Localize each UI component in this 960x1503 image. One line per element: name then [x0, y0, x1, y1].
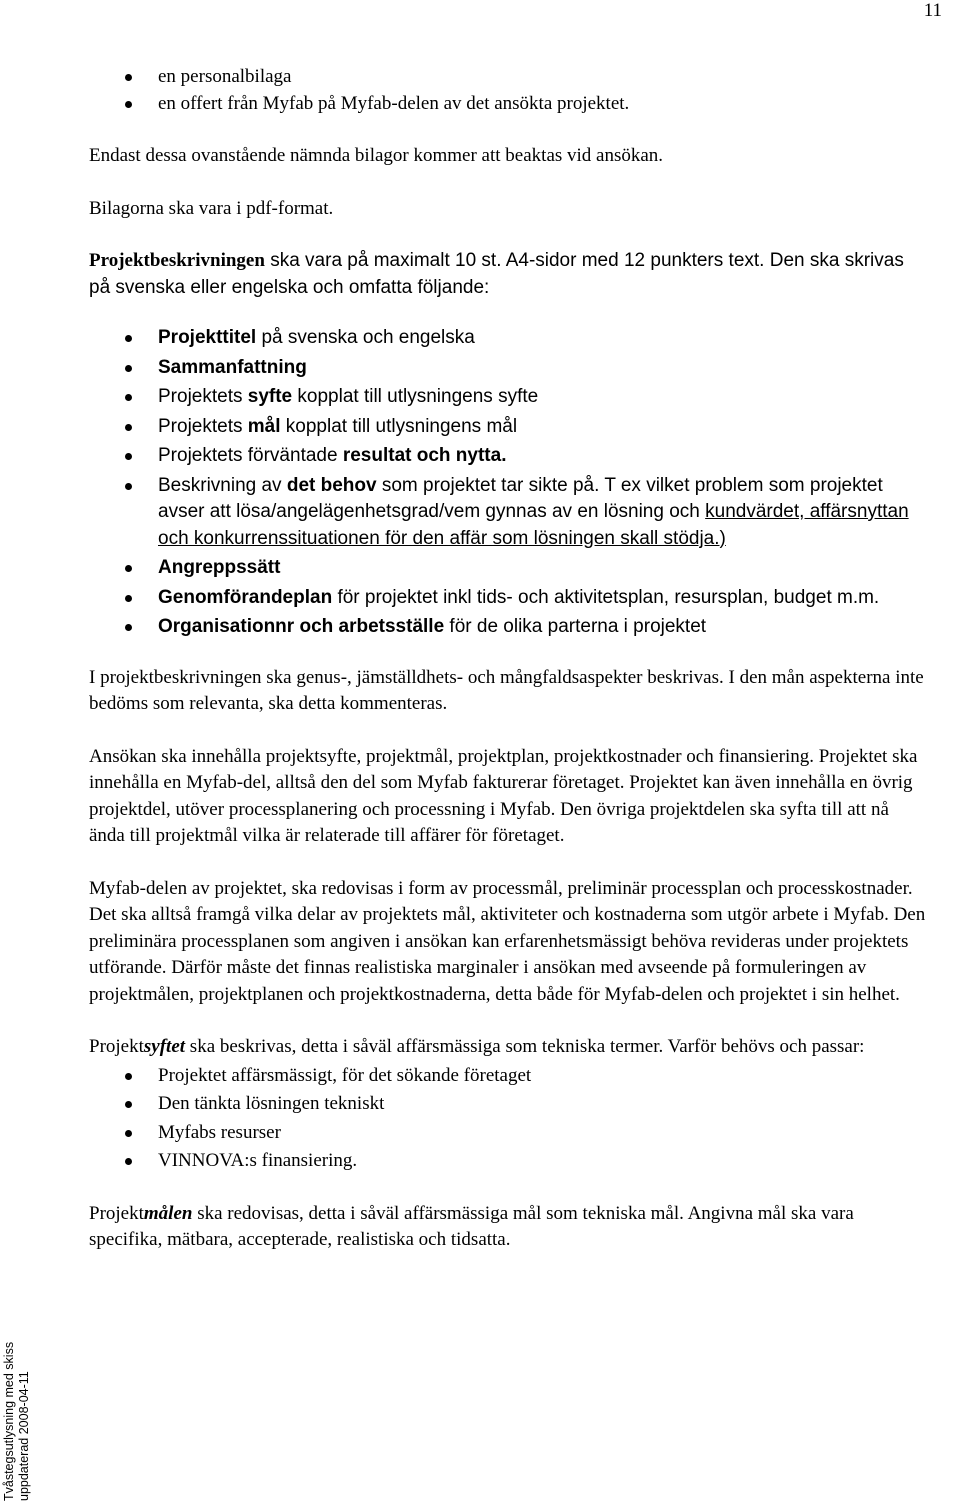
- list-item: Myfabs resurser: [89, 1120, 929, 1147]
- list-item: en offert från Myfab på Myfab-delen av det ansökta projektet.: [89, 91, 929, 118]
- purpose-list: [89, 1063, 929, 1175]
- list-item: [89, 555, 929, 582]
- item-bold: Sammanfattning: [158, 356, 307, 378]
- paragraph-pdf-format: Bilagorna ska vara i pdf-format.: [89, 197, 334, 219]
- list-item: [89, 585, 929, 612]
- list-item: [89, 414, 929, 441]
- item-bold: Projekttitel: [158, 327, 257, 348]
- list-item: VINNOVA:s finansiering.: [89, 1148, 929, 1175]
- paragraph-project-goals: [89, 1201, 929, 1254]
- item-bold: syfte: [247, 386, 293, 407]
- paragraph-gender-aspects: I projektbeskrivningen ska genus-, jämställdhets- och mångfaldsaspekter beskrivas. I den mån aspekterna inte bedöms som relevanta, ska detta kommenteras.: [89, 666, 924, 714]
- item-text: kopplat till utlysningens syfte: [292, 386, 539, 407]
- footer-line-1: Tvåstegsutlysning med skiss: [2, 1341, 16, 1501]
- paragraph-only-attachments: Endast dessa ovanstående nämnda bilagor kommer att beaktas vid ansökan.: [89, 145, 664, 166]
- item-text: kopplat till utlysningens mål: [280, 415, 518, 437]
- document-body: [89, 64, 929, 1254]
- item-text: som projektet tar sikte på. T ex vilket problem som projektet avser att lösa/angelägenhetsgrad/vem gynnas av en lösning och: [158, 474, 883, 522]
- item-bold: det behov: [286, 474, 377, 496]
- item-bold: resultat och nytta.: [342, 445, 507, 466]
- footer-line-2: uppdaterad 2008-04-11: [17, 1371, 31, 1501]
- bold-italic-term: syftet: [143, 1036, 186, 1057]
- list-item: Projektet affärsmässigt, för det sökande företaget: [89, 1063, 929, 1090]
- content-requirements-list: [89, 325, 929, 641]
- item-text: för projektet inkl tids- och aktivitetsplan, resursplan, budget m.m.: [332, 586, 880, 608]
- item-text: Projektets förväntade: [158, 445, 343, 466]
- list-item: Den tänkta lösningen tekniskt: [89, 1091, 929, 1118]
- list-item: [89, 325, 929, 352]
- item-text: för de olika parterna i projektet: [444, 616, 707, 637]
- list-item: [89, 355, 929, 382]
- page-number: 11: [923, 0, 942, 21]
- paragraph-text: Projekt: [89, 1202, 144, 1224]
- side-footer: [2, 1341, 36, 1501]
- bold-italic-term: målen: [143, 1202, 193, 1224]
- list-item: [89, 473, 929, 553]
- item-text: på svenska och engelska: [256, 327, 475, 348]
- paragraph-project-description: [89, 248, 929, 301]
- paragraph-project-purpose: [89, 1034, 929, 1061]
- item-text: Projektets: [158, 386, 248, 407]
- paragraph-text: ska vara på maximalt 10 st. A4-sidor med 12 punkters text. Den ska skrivas på svenska eller engelska och omfatta följande:: [89, 250, 904, 298]
- bold-lead: Projektbeskrivningen: [89, 250, 265, 271]
- item-text: Beskrivning av: [158, 474, 287, 496]
- paragraph-application-content: Ansökan ska innehålla projektsyfte, projektmål, projektplan, projektkostnader och finansiering. Projektet ska innehålla en Myfab-del, alltså den del som Myfab fakturerar företaget. Projektet kan även innehålla en övrig projektdel, utöver processplanering och processning i Myfab. Den övriga projektdelen ska syfta till att nå ända till projektmål vilka är relaterade till affärer för företaget.: [89, 745, 918, 846]
- list-item: [89, 614, 929, 641]
- paragraph-text: ska redovisas, detta i såväl affärsmässiga mål som tekniska mål. Angivna mål ska vara specifika, mätbara, accepterade, realistiska och tidsatta.: [89, 1202, 854, 1250]
- list-item: [89, 384, 929, 411]
- paragraph-text: Projekt: [89, 1036, 144, 1057]
- item-underlined: kundvärdet, affärsnyttan och konkurrenssituationen för den affär som lösningen skall stödja.): [158, 501, 909, 549]
- item-bold: Organisationnr och arbetsställe: [158, 616, 445, 637]
- attachments-list: [89, 64, 929, 117]
- list-item: en personalbilaga: [89, 64, 929, 91]
- paragraph-myfab-part: Myfab-delen av projektet, ska redovisas i form av processmål, preliminär processplan och processkostnader. Det ska alltså framgå vilka delar av projektets mål, aktiviteter och kostnaderna som utgör arbete i Myfab. Den preliminära processplanen som angiven i ansökan kan erfarenhetsmässigt behöva revideras under projektets utförande. Därför måste det finnas realistiska marginaler i ansökan med avseende på formuleringen av projektmålen, projektplanen och projektkostnaderna, detta både för Myfab-delen och projektet i sin helhet.: [89, 877, 926, 1005]
- item-bold: Angreppssätt: [158, 557, 281, 578]
- item-bold: mål: [247, 415, 281, 437]
- list-item: [89, 443, 929, 470]
- item-text: Projektets: [158, 415, 248, 437]
- item-bold: Genomförandeplan: [158, 586, 333, 608]
- paragraph-text: ska beskrivas, detta i såväl affärsmässiga som tekniska termer. Varför behövs och passar:: [185, 1036, 865, 1057]
